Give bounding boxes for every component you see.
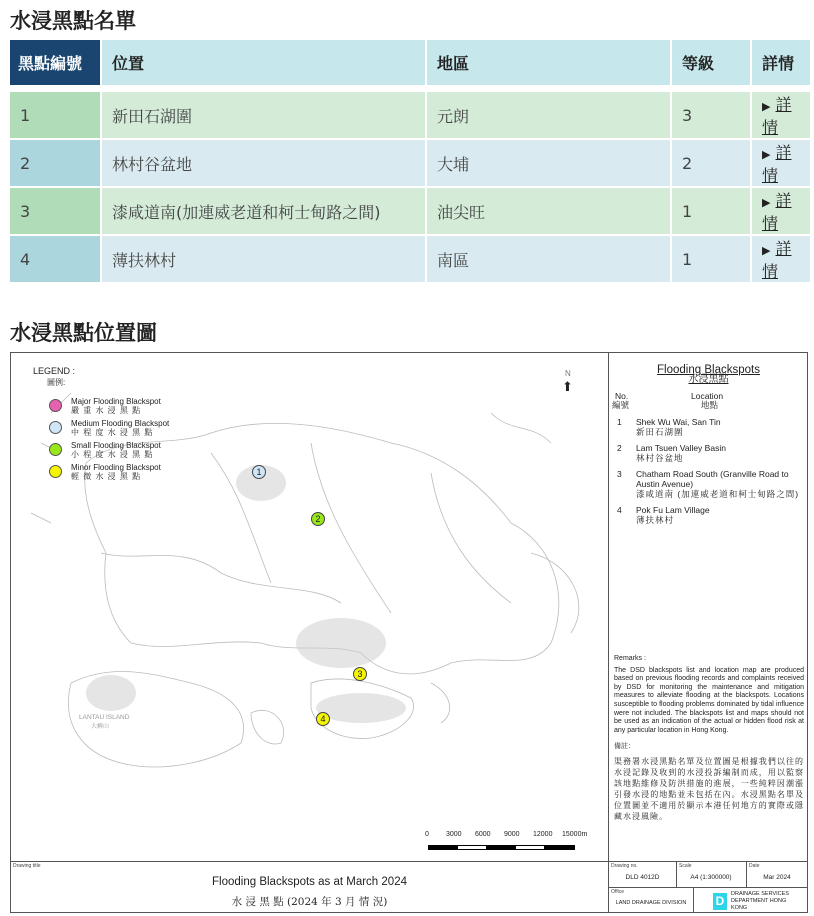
panel-item (609, 417, 808, 437)
scale-segment (486, 845, 517, 850)
legend-label-zh: 嚴 重 水 浸 黑 點 (71, 406, 142, 415)
drawing-title: Flooding Blackspots as at March 2024 (212, 876, 407, 888)
legend-label-zh: 小 程 度 水 浸 黑 點 (71, 450, 154, 459)
panel-item-no: 2 (617, 443, 622, 453)
legend-label-zh: 中 程 度 水 浸 黑 點 (71, 428, 154, 437)
scale-segment (457, 845, 488, 850)
cell-detail (752, 140, 810, 188)
header-detail: 詳情 (752, 40, 810, 92)
scale-label: 9000 (504, 831, 520, 838)
panel-title-zh: 水浸黑點 (688, 374, 729, 385)
scale-segment (428, 845, 459, 850)
panel-title: Flooding Blackspots (657, 364, 760, 376)
office-value: LAND DRAINAGE DIVISION (615, 900, 687, 906)
panel-item-en: Shek Wu Wai, San Tin (636, 417, 721, 427)
legend-label-zh: 輕 微 水 浸 黑 點 (71, 472, 142, 481)
header-level: 等級 (672, 40, 750, 92)
cell-district: 南區 (427, 236, 670, 284)
cell-location: 林村谷盆地 (102, 140, 425, 188)
north-arrow-icon: ⬆ (562, 379, 573, 394)
scale-label: 6000 (475, 831, 491, 838)
panel-item-no: 3 (617, 469, 622, 479)
location-map (10, 352, 808, 913)
panel-item-no: 1 (617, 417, 622, 427)
panel-item-en: Lam Tsuen Valley Basin (636, 443, 726, 453)
title-block (11, 861, 807, 913)
location-label-zh: 地點 (701, 400, 719, 410)
date-value: Mar 2024 (763, 874, 791, 881)
panel-item-zh: 薄扶林村 (636, 515, 675, 525)
detail-link[interactable]: 詳情 (762, 95, 792, 137)
panel-item-en: Pok Fu Lam Village (636, 505, 710, 515)
scale-segment (515, 845, 546, 850)
legend-label: Medium Flooding Blackspot (71, 419, 170, 428)
legend-label: Major Flooding Blackspot (71, 397, 161, 406)
scale-bar (425, 831, 595, 856)
scale-label: 0 (425, 831, 429, 838)
scale-label: Scale (679, 863, 692, 869)
info-panel (608, 353, 808, 861)
cell-detail (752, 188, 810, 236)
blackspot-table (8, 40, 812, 284)
caret-right-icon: ▶ (762, 244, 771, 257)
no-label-zh: 編號 (612, 400, 630, 410)
cell-level: 1 (672, 236, 750, 284)
cell-no: 4 (10, 236, 100, 284)
drawing-no: DLD 4012D (625, 874, 660, 881)
no-label: No. (615, 391, 629, 401)
marker-1[interactable]: 1 (252, 465, 266, 479)
location-label: Location (691, 391, 724, 401)
cell-no: 1 (10, 92, 100, 140)
cell-location: 新田石湖圍 (102, 92, 425, 140)
panel-item-no: 4 (617, 505, 622, 515)
remarks-title-zh: 備註： (614, 743, 635, 751)
dsd-logo-icon: D (713, 893, 727, 910)
panel-item-zh: 新田石湖圍 (636, 427, 684, 437)
panel-item (609, 443, 808, 463)
detail-link[interactable]: 詳情 (762, 143, 792, 185)
panel-item-zh: 林村谷盆地 (636, 453, 684, 463)
cell-location: 漆咸道南(加連威老道和柯士甸路之間) (102, 188, 425, 236)
marker-2[interactable]: 2 (311, 512, 325, 526)
office-label: Office (611, 889, 624, 895)
panel-item-zh: 漆咸道南 (加連威老道和柯士甸路之間) (636, 489, 800, 499)
legend-swatch (49, 421, 62, 434)
cell-location: 薄扶林村 (102, 236, 425, 284)
scale-label: 3000 (446, 831, 462, 838)
cell-district: 元朗 (427, 92, 670, 140)
remarks-text: The DSD blackspots list and location map are produced based on previous flooding records and complaints received by DSD for monitoring the maintenance and mitigation measures to alleviate flooding at the blackspots. Locations susceptible to flooding problems dominated by tidal influence were not included. The blackspots list and maps should not be used as an indication of the actual or hidden flood risk at any particular location in Hong Kong. (614, 666, 804, 734)
table-row (10, 140, 810, 188)
drawing-title-zh: 水 浸 黑 點 (2024 年 3 月 情 況) (231, 896, 388, 908)
caret-right-icon: ▶ (762, 100, 771, 113)
legend-label: Minor Flooding Blackspot (71, 463, 161, 472)
legend-swatch (49, 443, 62, 456)
cell-no: 2 (10, 140, 100, 188)
table-row (10, 188, 810, 236)
cell-level: 3 (672, 92, 750, 140)
legend-title-zh: 圖例: (47, 378, 66, 387)
scale-label: 12000 (533, 831, 553, 838)
cell-no: 3 (10, 188, 100, 236)
scale-label: 15000m (562, 831, 588, 838)
legend-title: LEGEND : (33, 366, 76, 376)
date-label: Date (749, 863, 760, 869)
detail-link[interactable]: 詳情 (762, 191, 792, 233)
list-title: 水浸黑點名單 (10, 9, 136, 33)
header-no: 黑點編號 (10, 40, 100, 92)
table-row (10, 236, 810, 284)
legend-swatch (49, 465, 62, 478)
header-district: 地區 (427, 40, 670, 92)
scale-segment (544, 845, 575, 850)
cell-district: 油尖旺 (427, 188, 670, 236)
marker-4[interactable]: 4 (316, 712, 330, 726)
north-label: N (565, 369, 571, 378)
cell-level: 1 (672, 188, 750, 236)
lantau-label-zh: 大嶼山 (91, 724, 110, 730)
panel-item (609, 469, 808, 499)
cell-detail (752, 236, 810, 284)
panel-item (609, 505, 808, 525)
scale-value: A4 (1:300000) (690, 874, 732, 881)
legend-label: Small Flooding Blackspot (71, 441, 161, 450)
cell-detail (752, 92, 810, 140)
remarks-title: Remarks : (614, 655, 646, 662)
drawing-no-label: Drawing no. (611, 863, 638, 869)
lantau-label: LANTAU ISLAND (79, 714, 130, 721)
header-location: 位置 (102, 40, 425, 92)
caret-right-icon: ▶ (762, 196, 771, 209)
marker-3[interactable]: 3 (353, 667, 367, 681)
panel-item-en: Chatham Road South (Granville Road to Austin Avenue) (636, 469, 789, 489)
remarks-text-zh: 渠務署水浸黑點名單及位置圖是根據我們以往的水浸記錄及收到的水浸投訴編制而成，用以監察該地點維修及防洪措施的進展，一些純粹因潮漲引發水浸的地點並未包括在內。水浸黑點名單及位置圖並不適用於顯示本港任何地方的實際或隱藏水浸風險。 (614, 756, 804, 821)
cell-level: 2 (672, 140, 750, 188)
map-title: 水浸黑點位置圖 (10, 321, 157, 345)
legend-swatch (49, 399, 62, 412)
table-row (10, 92, 810, 140)
detail-link[interactable]: 詳情 (762, 239, 792, 281)
cell-district: 大埔 (427, 140, 670, 188)
department-name: DRAINAGE SERVICES DEPARTMENT HONG KONG (731, 891, 789, 911)
caret-right-icon: ▶ (762, 148, 771, 161)
drawing-title-label: Drawing title (13, 863, 41, 869)
